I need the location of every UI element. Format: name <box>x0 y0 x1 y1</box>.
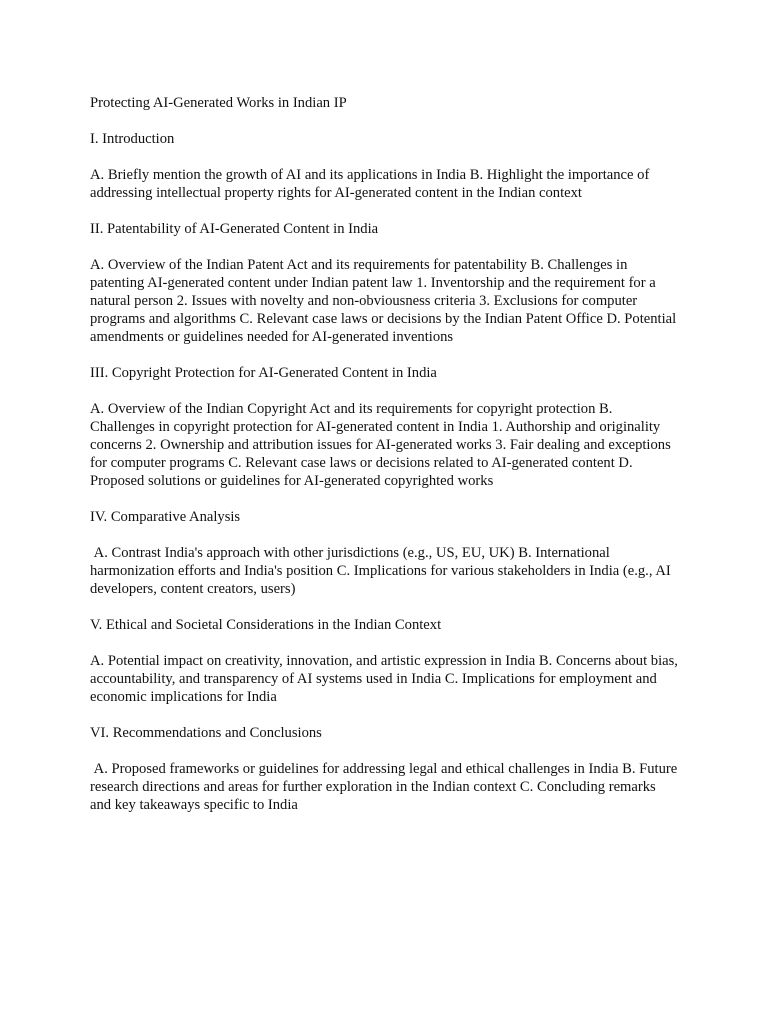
section-body-patentability: A. Overview of the Indian Patent Act and its requirements for patentability B. Challenges in patenting AI-generated content under Indian patent law 1. Inventorship and the requirement for a natural person 2. Issues with novelty and non-obviousness criteria 3. Exclusions for computer programs and algorithms C. Relevant case laws or decisions by the Indian Patent Office D. Potential amendments or guidelines needed for AI-generated inventions <box>90 257 680 345</box>
document-title: Protecting AI-Generated Works in Indian IP <box>90 95 347 111</box>
section-body-copyright: A. Overview of the Indian Copyright Act and its requirements for copyright protection B. Challenges in copyright protection for AI-generated content in India 1. Authorship and originality concerns 2. Ownership and attribution issues for AI-generated works 3. Fair dealing and exceptions for computer programs C. Relevant case laws or decisions related to AI-generated content D. Proposed solutions or guidelines for AI-generated copyrighted works <box>90 401 675 489</box>
section-heading-ethical: V. Ethical and Societal Considerations in the Indian Context <box>90 617 442 633</box>
section-body-comparative: A. Contrast India's approach with other jurisdictions (e.g., US, EU, UK) B. International harmonization efforts and India's position C. Implications for various stakeholders in India (e.g., AI developers, content creators, users) <box>90 545 675 597</box>
section-body-introduction: A. Briefly mention the growth of AI and its applications in India B. Highlight the importance of addressing intellectual property rights for AI-generated content in the Indian context <box>90 167 653 201</box>
section-heading-recommendations: VI. Recommendations and Conclusions <box>90 725 322 741</box>
section-heading-introduction: I. Introduction <box>90 131 175 147</box>
section-body-ethical: A. Potential impact on creativity, innovation, and artistic expression in India B. Concerns about bias, accountability, and transparency of AI systems used in India C. Implications for employment and economic implications for India <box>90 653 682 705</box>
section-body-recommendations: A. Proposed frameworks or guidelines for addressing legal and ethical challenges in India B. Future research directions and areas for further exploration in the Indian context C. Concluding remarks and key takeaways specific to India <box>90 761 681 813</box>
section-heading-patentability: II. Patentability of AI-Generated Content in India <box>90 221 379 237</box>
section-heading-copyright: III. Copyright Protection for AI-Generated Content in India <box>90 365 437 381</box>
section-heading-comparative: IV. Comparative Analysis <box>90 509 241 525</box>
document-content <box>90 94 680 832</box>
